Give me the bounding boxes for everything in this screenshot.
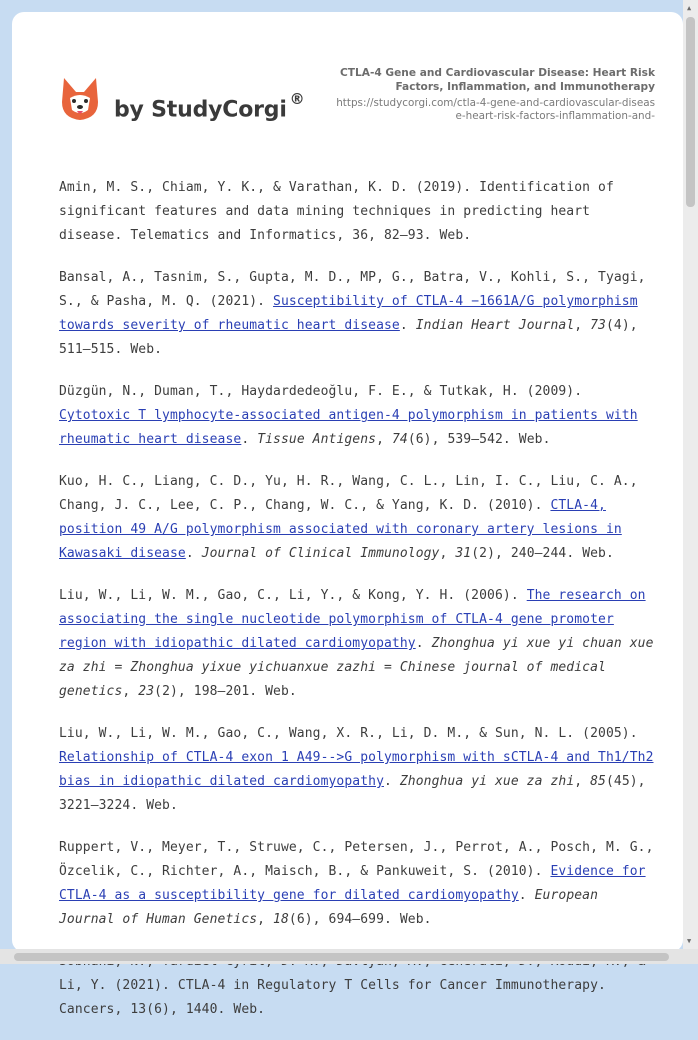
scroll-down-arrow-icon[interactable]: ▼: [687, 937, 692, 945]
reference-volume: 85: [590, 774, 606, 789]
reference-authors: Bansal, A., Tasnim, S., Gupta, M. D., MP, G., Batra, V., Kohli, S., Tyagi, S., & Pasha, M. Q. (2021).: [59, 270, 646, 309]
reference-authors: Kuo, H. C., Liang, C. D., Yu, H. R., Wang, C. L., Lin, I. C., Liu, C. A., Chang, J. C., Lee, C. P., Chang, W. C., & Yang, K. D. (2010).: [59, 474, 638, 513]
registered-mark: ®: [289, 90, 305, 108]
reference-pages: (45), 3221–3224. Web.: [59, 774, 646, 813]
reference-volume: 31: [455, 546, 472, 561]
reference-entry: [59, 722, 657, 818]
reference-pages: (2), 240–244. Web.: [471, 546, 614, 561]
reference-authors: Amin, M. S., Chiam, Y. K., & Varathan, K. D. (2019). Identification of significant features and data mining techniques in predicting heart disease. Telematics and Informatics, 36, 82–93. Web.: [59, 180, 614, 243]
reference-authors: Liu, W., Li, W. M., Gao, C., Li, Y., & Kong, Y. H. (2006).: [59, 588, 527, 603]
reference-journal: Zhonghua yi xue za zhi: [399, 774, 575, 789]
page-header: [12, 12, 683, 152]
reference-pages: (2), 198–201. Web.: [154, 684, 297, 699]
reference-separator: .: [384, 774, 400, 789]
reference-separator: ,: [439, 546, 456, 561]
reference-separator: .: [399, 318, 416, 333]
reference-journal: European Journal of Human Genetics: [59, 888, 599, 927]
document-page: [12, 12, 683, 1017]
corgi-logo-icon: [60, 76, 100, 122]
document-title: CTLA-4 Gene and Cardiovascular Disease: Heart Risk Factors, Inflammation, and Immunotherapy: [340, 67, 655, 93]
reference-journal: Indian Heart Journal: [415, 318, 575, 333]
reference-list: [59, 176, 657, 1040]
reference-separator: .: [241, 432, 258, 447]
reference-entry: [59, 836, 657, 932]
reference-separator: .: [185, 546, 202, 561]
reference-separator: .: [518, 888, 535, 903]
reference-entry: [59, 380, 657, 452]
vertical-scroll-thumb[interactable]: [686, 17, 695, 207]
reference-separator: ,: [574, 318, 591, 333]
reference-pages: (6), 539–542. Web.: [407, 432, 551, 447]
reference-separator: ,: [376, 432, 392, 447]
reference-volume: 74: [391, 432, 408, 447]
reference-authors: Li, Y. (2021). CTLA-4 in Regulatory T Cells for Cancer Immunotherapy. Cancers, 13(6), 1440. Web.: [59, 978, 606, 1017]
horizontal-scroll-thumb[interactable]: [14, 953, 669, 961]
reference-volume: 18: [273, 912, 289, 927]
reference-entry: [59, 266, 657, 362]
reference-authors: Düzgün, N., Duman, T., Haydardedeoğlu, F. E., & Tutkak, H. (2009).: [59, 384, 583, 399]
reference-separator: .: [415, 636, 432, 651]
reference-journal: Tissue Antigens: [257, 432, 377, 447]
reference-pages: (6), 694–699. Web.: [288, 912, 432, 927]
reference-entry: [59, 584, 657, 704]
reference-separator: ,: [574, 774, 591, 789]
reference-volume: 73: [590, 318, 606, 333]
scroll-up-arrow-icon[interactable]: ▲: [687, 4, 692, 12]
reference-title-link[interactable]: Susceptibility of CTLA-4 −1661A/G polymorphism towards severity of rheumatic heart disease: [59, 294, 638, 333]
reference-entry: [59, 176, 657, 248]
reference-title-link[interactable]: The research on associating the single nucleotide polymorphism of CTLA-4 gene promoter region with idiopathic dilated cardiomyopathy: [59, 588, 646, 651]
reference-pages: (4), 511–515. Web.: [59, 318, 638, 357]
reference-authors: Ruppert, V., Meyer, T., Struwe, C., Petersen, J., Perrot, A., Posch, M. G., Özcelik, C., Richter, A., Maisch, B., & Pankuweit, S. (2010).: [59, 840, 654, 879]
reference-separator: ,: [257, 912, 274, 927]
document-url: https://studycorgi.com/ctla-4-gene-and-cardiovascular-disease-heart-risk-factors-inflammation-and-: [336, 97, 655, 122]
brand-name: by StudyCorgi ®: [114, 90, 305, 123]
reference-journal: Zhonghua yi xue yi chuan xue za zhi = Zhonghua yixue yichuanxue zazhi = Chinese journal of medical genetics: [59, 636, 654, 699]
reference-entry: [59, 470, 657, 566]
reference-volume: 23: [138, 684, 155, 699]
vertical-scrollbar[interactable]: [683, 0, 698, 949]
reference-title-link[interactable]: Cytotoxic T lymphocyte-associated antigen-4 polymorphism in patients with rheumatic heart disease: [59, 408, 638, 447]
reference-authors: Liu, W., Li, W. M., Gao, C., Wang, X. R., Li, D. M., & Sun, N. L. (2005).: [59, 726, 638, 741]
reference-title-link[interactable]: CTLA-4, position 49 A/G polymorphism associated with coronary artery lesions in Kawasaki disease: [59, 498, 622, 561]
reference-separator: ,: [122, 684, 139, 699]
reference-journal: Journal of Clinical Immunology: [201, 546, 440, 561]
reference-title-link[interactable]: Relationship of CTLA-4 exon 1 A49-->G polymorphism with sCTLA-4 and Th1/Th2 bias in idiopathic dilated cardiomyopathy: [59, 750, 654, 789]
reference-title-link[interactable]: Evidence for CTLA-4 as a susceptibility gene for dilated cardiomyopathy: [59, 864, 646, 903]
horizontal-scrollbar[interactable]: [0, 949, 698, 964]
